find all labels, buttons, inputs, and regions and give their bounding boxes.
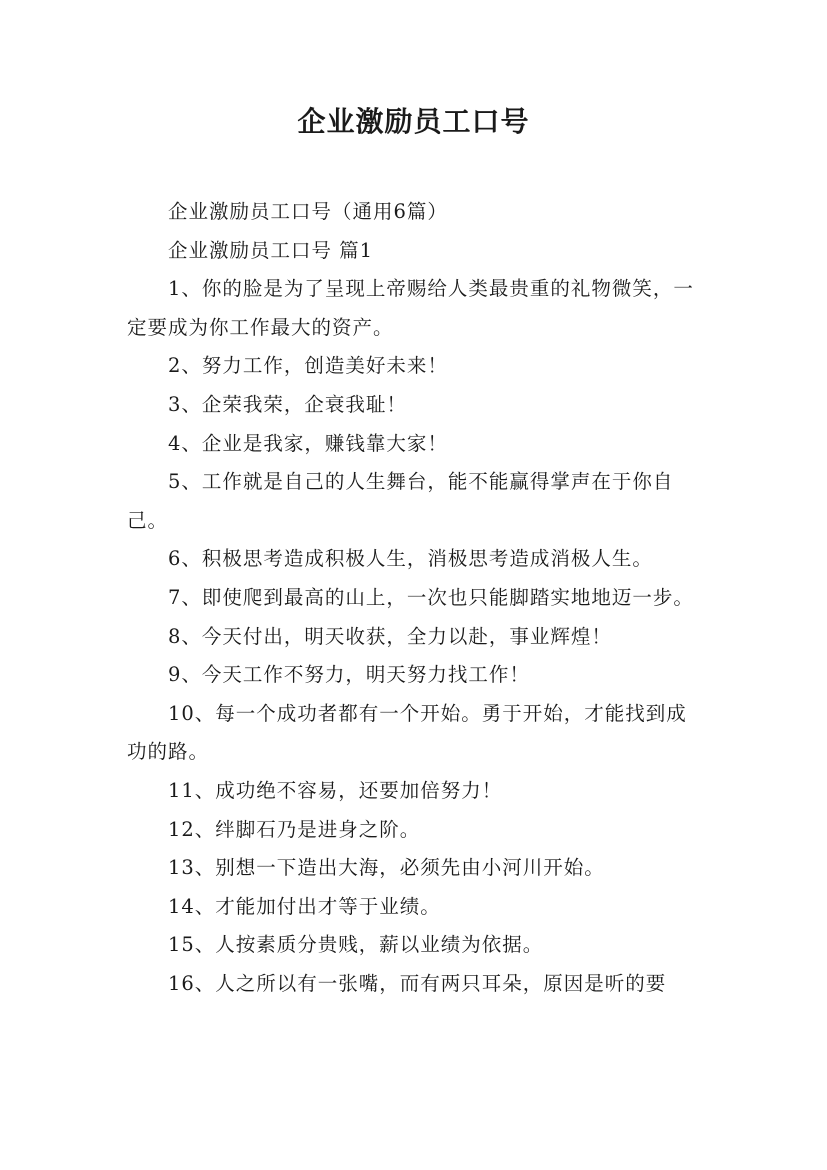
slogan-item-13: 13、别想一下造出大海，必须先由小河川开始。 [167,856,605,880]
slogan-item-9: 9、今天工作不努力，明天努力找工作！ [167,663,530,687]
slogan-item-6: 6、积极思考造成积极人生，消极思考造成消极人生。 [167,547,653,571]
section-heading: 企业激励员工口号 篇1 [167,238,374,262]
slogan-item-16: 16、人之所以有一张嘴，而有两只耳朵，原因是听的要 [167,971,667,995]
slogan-item-2: 2、努力工作，创造美好未来！ [167,354,448,378]
slogan-item-8: 8、今天付出，明天收获，全力以赴，事业辉煌！ [167,624,612,648]
slogan-item-10: 10、每一个成功者都有一个开始。勇于开始，才能找到成功的路。 [127,701,687,764]
document-title: 企业激励员工口号 [297,105,530,138]
slogan-item-3: 3、企荣我荣，企衰我耻！ [167,392,407,416]
document-body [127,193,707,1003]
slogan-item-12: 12、绊脚石乃是进身之阶。 [167,817,421,841]
slogan-item-15: 15、人按素质分贵贱，薪以业绩为依据。 [167,933,544,957]
subtitle-paragraph: 企业激励员工口号（通用6篇） [167,200,448,223]
slogan-item-4: 4、企业是我家，赚钱靠大家！ [167,431,448,455]
slogan-item-5: 5、工作就是自己的人生舞台，能不能赢得掌声在于你自己。 [127,470,674,532]
slogan-item-11: 11、成功绝不容易，还要加倍努力！ [167,778,503,802]
slogan-item-7: 7、即使爬到最高的山上，一次也只能脚踏实地地迈一步。 [167,585,694,609]
slogan-item-1: 1、你的脸是为了呈现上帝赐给人类最贵重的礼物微笑，一定要成为你工作最大的资产。 [127,277,694,339]
slogan-item-14: 14、才能加付出才等于业绩。 [167,894,441,918]
